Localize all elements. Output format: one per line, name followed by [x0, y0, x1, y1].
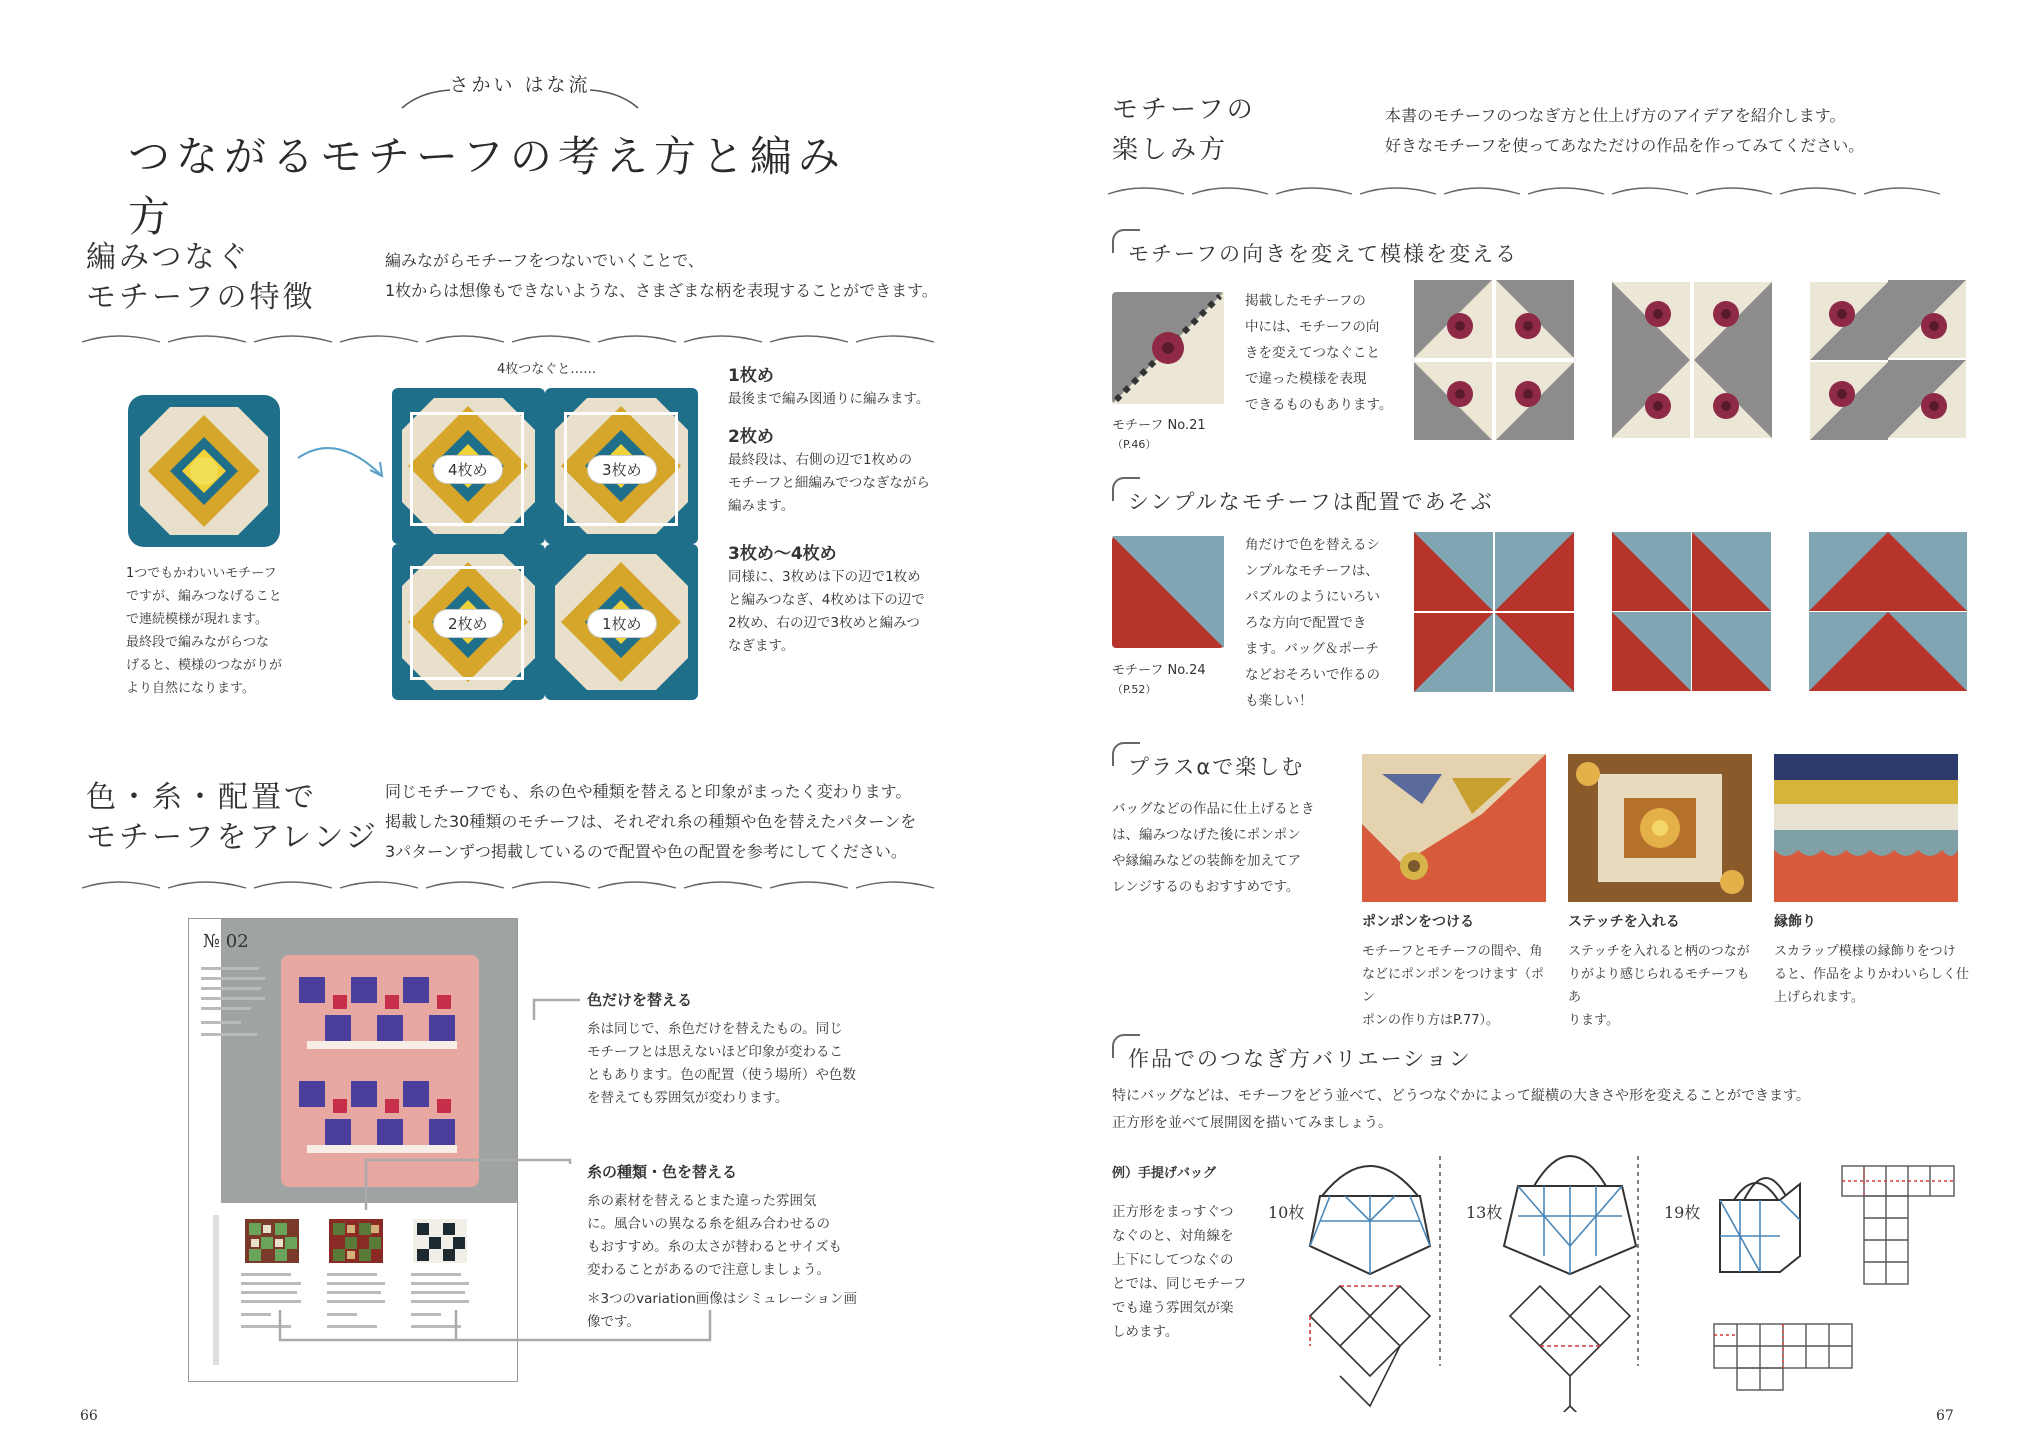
single-caption-line3: で連続模様が現れます。 — [126, 612, 268, 627]
pompom-line2: などにポンポンをつけます（ポン — [1362, 967, 1545, 1005]
section2-lead-line2: 掲載した30種類のモチーフは、それぞれ糸の種類や色を替えたパターンを — [385, 812, 917, 831]
step3-text — [728, 566, 958, 658]
section2-lead — [385, 777, 916, 867]
edging-photo — [1774, 754, 1958, 902]
single-motif-caption — [126, 562, 282, 700]
step3-text-line4: なぎます。 — [728, 638, 795, 654]
section-b-line6: などおそろいで作るの — [1245, 667, 1380, 683]
variation-note-line1: ＊3つのvariation画像はシミュレーション画 — [587, 1291, 857, 1307]
edging-line2: ると、作品をよりかわいらしく仕 — [1774, 967, 1970, 982]
section2-lead-line3: 3パターンずつ掲載しているので配置や色の配置を参考にしてください。 — [385, 842, 907, 861]
step3-text-line2: と編みつなぎ、4枚めは下の辺で — [728, 592, 925, 608]
variation-block-2-title: 糸の種類・色を替える — [587, 1163, 738, 1181]
right-page-lead — [1385, 101, 1864, 161]
variation-block-2-line3: もおすすめ。糸の太さが替わるとサイズも — [587, 1239, 843, 1255]
single-caption-line5: げると、模様のつながりが — [126, 658, 283, 673]
steps-list — [728, 364, 958, 658]
section-a-line5: できるものもあります。 — [1245, 397, 1393, 413]
section-d-text — [1112, 1200, 1246, 1344]
bag-19 — [1714, 1166, 1954, 1390]
section-b-line5: ます。バッグ＆ポーチ — [1245, 641, 1379, 657]
sample-info-lines — [201, 967, 275, 1047]
section-c-line2: は、編みつなげた後にポンポン — [1112, 827, 1301, 843]
variation-block-1-line1: 糸は同じで、糸色だけを替えたもの。同じ — [587, 1021, 843, 1037]
variation-block-2-line4: 変わることがあるので注意しましょう。 — [587, 1262, 830, 1278]
single-caption-line2: ですが、編みつなげること — [126, 589, 282, 604]
variation-block-2-text — [587, 1190, 887, 1282]
section-d-lead-line1: 特にバッグなどは、モチーフをどう並べて、どうつなぐかによって縦横の大きさや形を変えることができます。 — [1112, 1088, 1810, 1104]
single-caption-line6: より自然になります。 — [126, 681, 255, 696]
label-2: 2枚め — [434, 610, 502, 637]
edging-block — [1774, 910, 1974, 1009]
stitch-line2: りがより感じられるモチーフもあ — [1568, 967, 1750, 1005]
section2-heading-line2: モチーフをアレンジ — [86, 820, 379, 855]
label-3: 3枚め — [588, 456, 656, 483]
right-page-heading — [1112, 90, 1256, 170]
sample-number: № 02 — [203, 931, 249, 952]
section-c-title: プラスαで楽しむ — [1112, 752, 1304, 782]
section1-lead — [385, 246, 938, 306]
section2-lead-line1: 同じモチーフでも、糸の色や種類を替えると印象がまったく変わります。 — [385, 782, 912, 801]
pompom-line1: モチーフとモチーフの間や、角 — [1362, 944, 1543, 959]
motif-24-photo — [1112, 536, 1224, 648]
pompom-block — [1362, 910, 1552, 1032]
step1-text-line1: 最後まで編み図通りに編みます。 — [728, 391, 930, 407]
section-d-title: 作品でのつなぎ方バリエーション — [1112, 1044, 1472, 1074]
right-heading-line2: 楽しみ方 — [1112, 135, 1229, 165]
arc-divider — [78, 328, 944, 350]
section-d-line1: 正方形をまっすぐつ — [1112, 1204, 1234, 1220]
page-number-left: 66 — [80, 1408, 98, 1424]
step3-text-line3: 2枚め、右の辺で3枚めと編みつ — [728, 615, 920, 631]
joined-granny-squares-photo — [392, 388, 698, 700]
step2-title: 2枚め — [728, 427, 774, 447]
label-1: 1枚め — [588, 610, 656, 637]
section-a-line4: で違った模様を表現 — [1245, 371, 1367, 387]
section-d-line2: なぐのと、対角線を — [1112, 1228, 1234, 1244]
kicker-text: さかい はな流 — [449, 74, 591, 96]
curved-arrow-icon — [296, 438, 390, 482]
arrangement-variations-photos — [1412, 530, 1972, 698]
pompom-text — [1362, 940, 1552, 1032]
pompom-title: ポンポンをつける — [1362, 914, 1474, 930]
arc-divider-shapes — [78, 328, 944, 348]
right-arc-divider-shapes — [1104, 180, 1974, 200]
count-10: 10枚 — [1268, 1203, 1305, 1222]
bag-10 — [1310, 1166, 1430, 1406]
right-arc-divider — [1104, 180, 1974, 202]
count-19: 19枚 — [1664, 1203, 1701, 1222]
arc-divider-2-shapes — [78, 874, 944, 894]
section-a-line2: 中には、モチーフの向 — [1245, 319, 1380, 335]
stitch-line1: ステッチを入れると柄のつなが — [1568, 944, 1750, 959]
stitch-text — [1568, 940, 1758, 1032]
motif-24-caption-line2: （P.52） — [1112, 683, 1157, 696]
sample-side-strip — [213, 1215, 219, 1365]
count-13: 13枚 — [1466, 1203, 1503, 1222]
bag-diagrams — [1300, 1146, 1970, 1412]
variation-block-1-text — [587, 1018, 887, 1110]
section-b-line2: ンプルなモチーフは、 — [1245, 563, 1379, 579]
section-d-line6: しめます。 — [1112, 1324, 1179, 1340]
variation-block-1-line3: ともあります。色の配置（使う場所）や色数 — [587, 1067, 856, 1083]
section-c-line1: バッグなどの作品に仕上げるとき — [1112, 801, 1315, 817]
variation-note — [587, 1288, 887, 1334]
kicker-block — [390, 70, 650, 110]
right-lead-line2: 好きなモチーフを使ってあなただけの作品を作ってみてください。 — [1385, 136, 1865, 155]
step1-title: 1枚め — [728, 366, 774, 386]
section-d-line3: 上下にしてつなぐの — [1112, 1252, 1234, 1268]
right-lead-line1: 本書のモチーフのつなぎ方と仕上げ方のアイデアを紹介します。 — [1385, 106, 1846, 125]
page-title: つながるモチーフの考え方と編み方 — [128, 132, 846, 241]
section1-heading-line1: 編みつなぐ — [86, 240, 251, 275]
motif-21-caption-line1: モチーフ No.21 — [1112, 418, 1206, 433]
orientation-variations-photos — [1412, 278, 1972, 444]
section-b-line3: パズルのようにいろい — [1245, 589, 1380, 605]
variation-note-line2: 像です。 — [587, 1314, 640, 1330]
step2-text — [728, 449, 958, 518]
joined-caption: 4枚つなぐと…… — [497, 362, 597, 377]
edging-text — [1774, 940, 1974, 1009]
section-a-text — [1245, 288, 1392, 418]
section2-heading-line1: 色・糸・配置で — [86, 780, 317, 815]
section2-heading — [86, 778, 379, 858]
section-b-line7: も楽しい！ — [1245, 693, 1313, 709]
edging-line1: スカラップ模様の縁飾りをつけ — [1774, 944, 1956, 959]
motif-21-caption-line2: （P.46） — [1112, 438, 1157, 451]
section-a-line3: きを変えてつなぐこと — [1245, 345, 1380, 361]
section-b-text — [1245, 532, 1380, 714]
section-c-line4: レンジするのもおすすめです。 — [1112, 879, 1300, 895]
variation-block-2-line2: に。風合いの異なる糸を組み合わせるの — [587, 1216, 830, 1232]
section-d-lead — [1112, 1083, 1810, 1137]
section-a-title: モチーフの向きを変えて模様を変える — [1112, 239, 1518, 269]
label-4: 4枚め — [434, 456, 502, 483]
stitch-title: ステッチを入れる — [1568, 914, 1680, 930]
variation-block-1-line4: を替えても雰囲気が変わります。 — [587, 1090, 789, 1106]
bag-13 — [1504, 1156, 1636, 1412]
section1-heading — [86, 238, 316, 318]
section-d-line4: とでは、同じモチーフ — [1112, 1276, 1247, 1292]
step3-title: 3枚め〜4枚め — [728, 544, 837, 564]
section-d-lead-line2: 正方形を並べて展開図を描いてみましょう。 — [1112, 1115, 1392, 1131]
stitch-line3: ります。 — [1568, 1013, 1619, 1028]
motif-21-photo — [1112, 292, 1224, 404]
section-b-title: シンプルなモチーフは配置であそぶ — [1112, 487, 1494, 517]
variation-block-2 — [587, 1160, 887, 1334]
section1-heading-line2: モチーフの特徴 — [86, 280, 316, 315]
section-d-example: 例）手提げバッグ — [1112, 1166, 1217, 1181]
variation-block-1-title: 色だけを替える — [587, 991, 693, 1009]
step2-text-line3: 編みます。 — [728, 498, 795, 514]
single-caption-line1: 1つでもかわいいモチーフ — [126, 566, 277, 581]
edging-line3: 上げられます。 — [1774, 990, 1864, 1005]
single-granny-square-photo — [126, 393, 282, 549]
single-caption-line4: 最終段で編みながらつな — [126, 635, 269, 650]
section-b-line4: ろな方向で配置でき — [1245, 615, 1367, 631]
stitch-photo — [1568, 754, 1752, 902]
section-d-line5: でも違う雰囲気が楽 — [1112, 1300, 1234, 1316]
variation-block-2-line1: 糸の素材を替えるとまた違った雰囲気 — [587, 1193, 817, 1209]
arc-divider-2 — [78, 874, 944, 896]
motif-21-caption — [1112, 416, 1206, 454]
section-b-line1: 角だけで色を替えるシ — [1245, 537, 1380, 553]
section1-lead-line1: 編みながらモチーフをつないでいくことで、 — [385, 251, 704, 270]
step2-text-line2: モチーフと細編みでつなぎながら — [728, 475, 930, 491]
right-heading-line1: モチーフの — [1112, 95, 1256, 125]
step2-text-line1: 最終段は、右側の辺で1枚めの — [728, 452, 913, 468]
section1-lead-line2: 1枚からは想像もできないような、さまざまな柄を表現することができます。 — [385, 281, 938, 300]
variation-block-1-line2: モチーフとは思えないほど印象が変わるこ — [587, 1044, 843, 1060]
variation-block-1 — [587, 988, 887, 1110]
stitch-block — [1568, 910, 1758, 1032]
motif-24-caption-line1: モチーフ No.24 — [1112, 663, 1206, 678]
motif-24-caption — [1112, 661, 1206, 699]
step1-text — [728, 388, 958, 411]
section-a-line1: 掲載したモチーフの — [1245, 293, 1366, 309]
page-number-right: 67 — [1936, 1408, 1954, 1424]
section-c-line3: や縁編みなどの装飾を加えてア — [1112, 853, 1301, 869]
section-c-text — [1112, 796, 1315, 900]
pompom-line3: ポンの作り方はP.77）。 — [1362, 1013, 1499, 1028]
single-granny-square-image — [126, 393, 282, 549]
step3-text-line1: 同様に、3枚めは下の辺で1枚め — [728, 569, 921, 585]
pompom-photo — [1362, 754, 1546, 902]
edging-title: 縁飾り — [1774, 914, 1816, 930]
